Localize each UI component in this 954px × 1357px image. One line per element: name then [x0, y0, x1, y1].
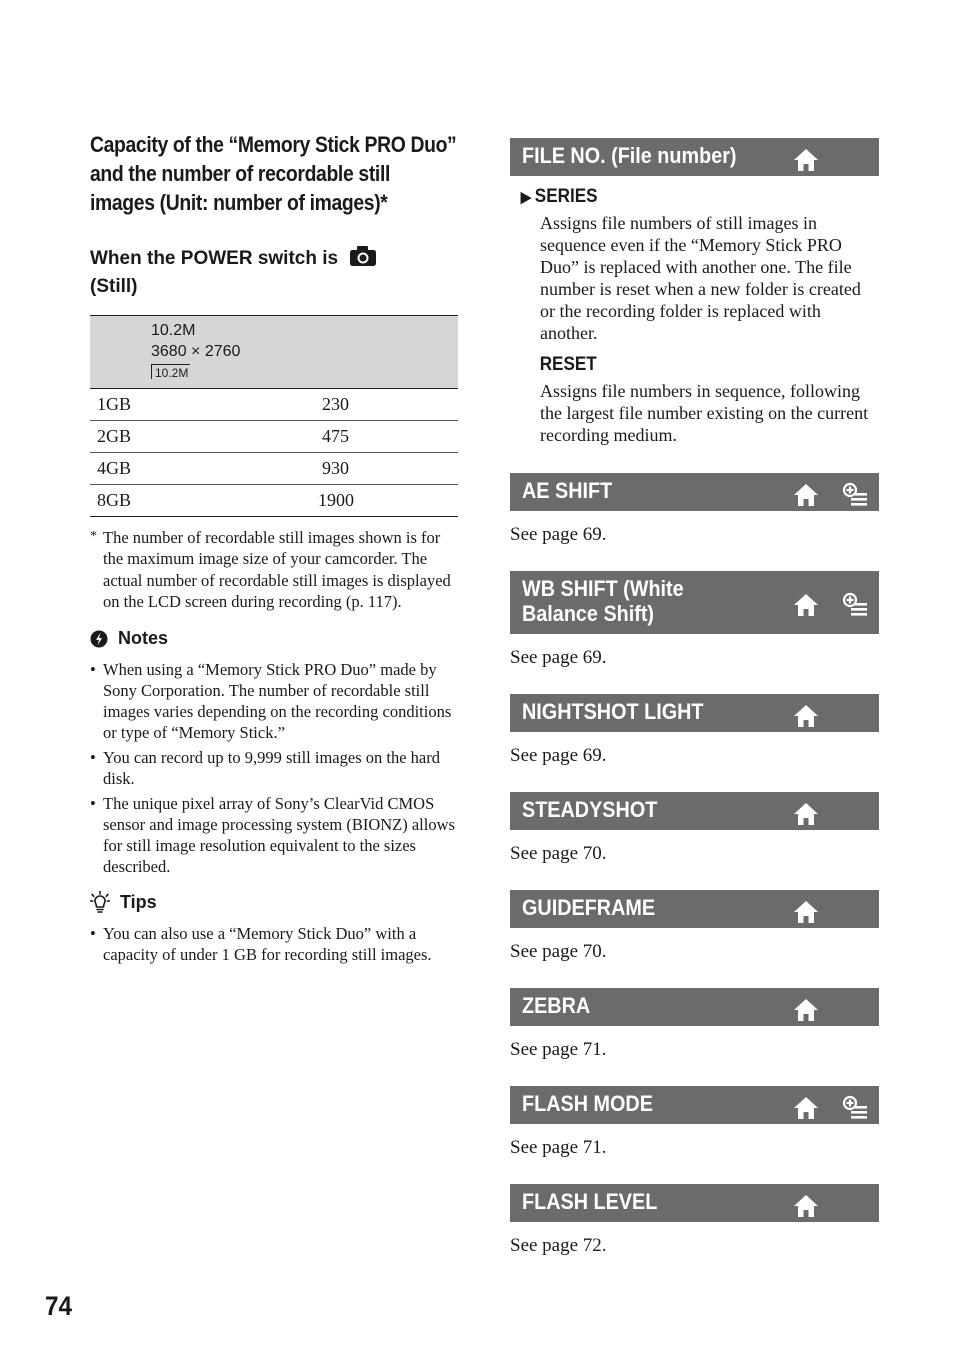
section-heading: Capacity of the “Memory Stick PRO Duo” and the number of recordable still images (Unit: number of images)* — [90, 132, 457, 215]
reset-description: Assigns file numbers in sequence, following the largest file number existing on the current recording medium. — [540, 381, 869, 445]
notes-heading: Notes — [90, 628, 458, 649]
image-size-icon: 10.2M — [151, 364, 190, 379]
see-page-text: See page 72. — [510, 1235, 607, 1256]
tips-heading: Tips — [90, 891, 458, 913]
list-item: • The unique pixel array of Sony’s ClearVid CMOS sensor and image processing system (BIONZ) allows for still image resolution equivalent to the sizes described. — [90, 793, 458, 877]
nightshot-light-header: NIGHTSHOT LIGHT — [510, 694, 879, 732]
home-icon — [792, 147, 820, 173]
selected-arrow-icon: ▶ — [520, 189, 532, 206]
home-icon — [792, 801, 820, 827]
table-row: 8GB 1900 — [90, 485, 458, 517]
wb-shift-header: WB SHIFT (White Balance Shift) — [510, 571, 879, 634]
see-page-text: See page 70. — [510, 843, 607, 864]
reset-option: RESET — [539, 354, 597, 375]
home-icon — [792, 899, 820, 925]
personal-menu-icon — [841, 482, 869, 508]
series-description: Assigns file numbers of still images in sequence even if the “Memory Stick PRO Duo” is replaced with another one. The file number is reset when a new folder is created or the recording folder is replaced with another. — [540, 213, 861, 343]
table-row: 4GB 930 — [90, 453, 458, 485]
flash-level-header: FLASH LEVEL — [510, 1184, 879, 1222]
footnote: * The number of recordable still images shown is for the maximum image size of your camcorder. The actual number of recordable still images is displayed on the LCD screen during recording (p. 117). — [90, 528, 451, 611]
home-icon — [792, 482, 820, 508]
flash-mode-header: FLASH MODE — [510, 1086, 879, 1124]
home-icon — [792, 1193, 820, 1219]
see-page-text: See page 69. — [510, 524, 607, 545]
home-icon — [792, 703, 820, 729]
home-icon — [792, 592, 820, 618]
zebra-header: ZEBRA — [510, 988, 879, 1026]
see-page-text: See page 69. — [510, 647, 607, 668]
lightbulb-icon — [90, 891, 110, 913]
notes-list — [90, 659, 458, 877]
ae-shift-header: AE SHIFT — [510, 473, 879, 511]
see-page-text: See page 69. — [510, 745, 607, 766]
page-number: 74 — [45, 1291, 73, 1321]
guideframe-header: GUIDEFRAME — [510, 890, 879, 928]
list-item: • You can record up to 9,999 still images on the hard disk. — [90, 747, 458, 789]
power-switch-subheading: When the POWER switch is (Still) — [90, 245, 458, 301]
table-row: 1GB 230 — [90, 389, 458, 421]
table-header: 10.2M 3680 × 2760 10.2M — [90, 316, 458, 389]
home-icon — [792, 1095, 820, 1121]
capacity-table — [90, 315, 458, 517]
list-item: • You can also use a “Memory Stick Duo” with a capacity of under 1 GB for recording still images. — [90, 923, 458, 965]
camera-icon — [349, 245, 377, 267]
see-page-text: See page 70. — [510, 941, 607, 962]
table-row: 2GB 475 — [90, 421, 458, 453]
see-page-text: See page 71. — [510, 1137, 607, 1158]
personal-menu-icon — [841, 1095, 869, 1121]
footnote-mark: * — [90, 529, 97, 544]
left-column — [90, 130, 458, 969]
series-option: ▶ SERIES — [520, 186, 598, 207]
home-icon — [792, 997, 820, 1023]
steadyshot-header: STEADYSHOT — [510, 792, 879, 830]
personal-menu-icon — [841, 592, 869, 618]
file-no-header: FILE NO. (File number) — [510, 138, 879, 176]
list-item: • When using a “Memory Stick PRO Duo” made by Sony Corporation. The number of recordable still images varies depending on the recording conditions or type of “Memory Stick.” — [90, 659, 458, 743]
notes-icon — [90, 630, 108, 648]
right-column — [510, 138, 879, 1257]
tips-list — [90, 923, 458, 965]
see-page-text: See page 71. — [510, 1039, 607, 1060]
